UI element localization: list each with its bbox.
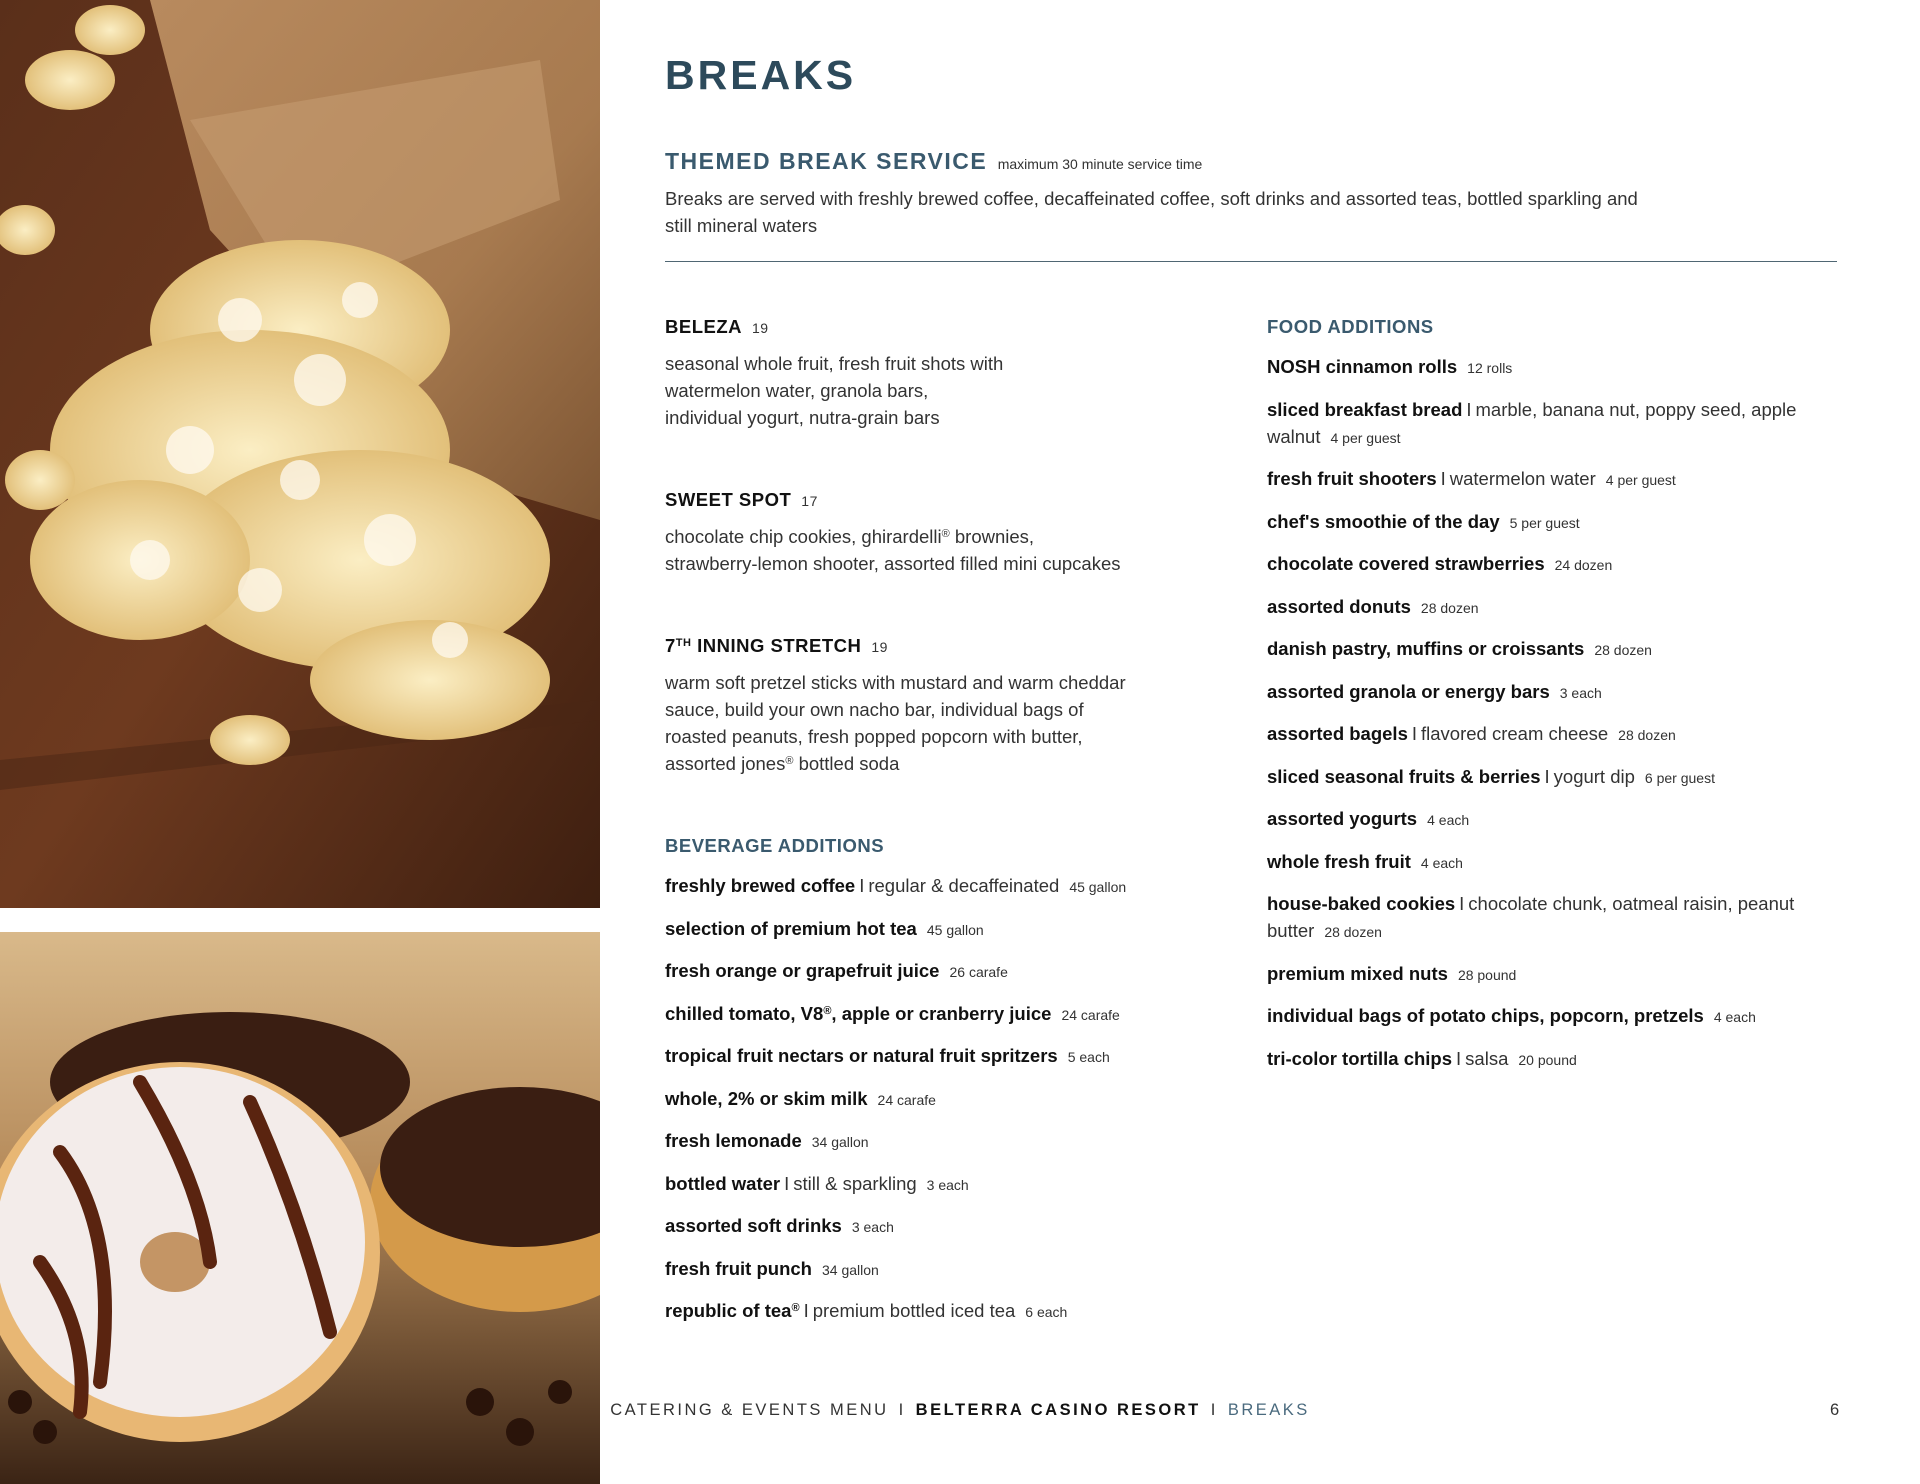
item-detail: chocolate chunk, oatmeal raisin, peanut butter [1267,893,1795,941]
package-description [665,350,1225,431]
item-name: assorted donuts [1267,595,1411,617]
item-detail: yogurt dip [1553,765,1635,787]
page-title: BREAKS [665,52,857,98]
menu-item [665,872,1225,901]
break-package [665,489,1225,577]
item-price: 28 dozen [1420,599,1479,616]
item-separator: I [1466,398,1472,420]
menu-item [1267,890,1847,946]
item-price: 4 per guest [1330,429,1401,446]
item-price: 4 each [1427,812,1470,828]
item-price: 3 each [926,1176,969,1193]
break-packages [665,316,1225,777]
package-name-superscript: TH [675,637,692,649]
item-separator: I [1456,1047,1462,1069]
menu-item [1267,848,1847,877]
menu-item [1267,593,1847,622]
footer-section: BREAKS [1227,1401,1310,1419]
item-name: fresh lemonade [665,1130,802,1151]
item-name: republic of tea® [665,1300,800,1321]
package-description-line: strawberry-lemon shooter, assorted filled mini cupcakes [665,553,1121,574]
package-price: 17 [801,493,818,509]
item-name: bottled water [665,1172,781,1194]
item-detail: still & sparkling [793,1172,917,1194]
themed-break-section [665,148,1837,239]
item-name: sliced breakfast bread [1267,398,1463,420]
package-description-line: individual yogurt, nutra-grain bars [665,407,940,428]
item-price: 24 carafe [877,1091,936,1108]
item-price: 26 carafe [949,964,1008,980]
item-price: 28 dozen [1324,924,1382,940]
item-price: 34 gallon [811,1134,869,1150]
item-name: premium mixed nuts [1267,962,1448,984]
menu-item [665,1000,1225,1029]
item-price: 6 per guest [1644,769,1715,786]
menu-item [1267,508,1847,537]
item-separator: I [803,1300,809,1321]
themed-break-description: Breaks are served with freshly brewed coffee, decaffeinated coffee, soft drinks and assorted teas, bottled sparkling and still mineral waters [665,188,1638,236]
beverage-additions-title: BEVERAGE ADDITIONS [665,835,885,856]
registered-mark: ® [941,528,950,540]
footer-divider: I [898,1401,906,1419]
package-heading [665,489,1225,511]
menu-item [665,1255,1225,1284]
registered-mark: ® [823,1004,832,1017]
package-description-line: warm soft pretzel sticks with mustard and warm cheddar [665,672,1126,693]
footer-menu-name: CATERING & EVENTS MENU [610,1401,889,1419]
footer-brand: BELTERRA CASINO RESORT [915,1401,1201,1419]
item-price: 28 dozen [1618,727,1676,743]
package-description-line: sauce, build your own nacho bar, individual bags of [665,699,1084,720]
item-price: 28 dozen [1594,642,1652,658]
break-package [665,316,1225,431]
registered-mark: ® [791,1302,800,1314]
item-price: 4 per guest [1605,472,1676,488]
menu-item [1267,720,1847,749]
footer-divider: I [1210,1401,1218,1419]
item-price: 6 each [1025,1304,1068,1320]
item-detail: salsa [1465,1047,1509,1069]
item-name: fresh fruit shooters [1267,468,1437,489]
item-separator: I [1544,765,1550,787]
package-description-line: roasted peanuts, fresh popped popcorn with butter, [665,726,1083,747]
menu-item [665,1085,1225,1114]
item-name: selection of premium hot tea [665,917,917,939]
item-separator: I [859,875,865,896]
item-detail: regular & decaffeinated [868,875,1060,896]
item-detail: premium bottled iced tea [812,1300,1016,1321]
menu-item [1267,763,1847,792]
item-name: danish pastry, muffins or croissants [1267,638,1585,659]
package-description [665,669,1225,777]
section-divider [665,261,1837,262]
menu-item [1267,396,1847,452]
package-heading [665,316,1225,338]
item-price: 4 each [1420,854,1463,871]
beverage-list [665,872,1225,1326]
package-description-line: assorted jones® bottled soda [665,753,900,774]
package-description [665,523,1225,577]
item-price: 20 pound [1518,1051,1577,1068]
themed-break-title: THEMED BREAK SERVICE [665,148,988,174]
menu-item [1267,1002,1847,1031]
item-detail: watermelon water [1449,468,1596,489]
item-name: assorted soft drinks [665,1215,842,1236]
package-description-line: seasonal whole fruit, fresh fruit shots with [665,353,1004,374]
menu-item [665,915,1225,944]
right-column [1267,316,1847,1087]
item-price: 3 each [1559,684,1602,701]
item-price: 34 gallon [821,1261,879,1278]
item-name: whole fresh fruit [1267,850,1411,872]
item-price: 5 each [1067,1049,1110,1065]
item-price: 45 gallon [926,921,984,938]
beverage-additions [665,835,1225,1326]
menu-item [665,1170,1225,1199]
menu-item [665,1297,1225,1326]
item-price: 3 each [851,1219,894,1235]
item-name: chocolate covered strawberries [1267,553,1545,574]
menu-item [1267,353,1847,382]
item-name: whole, 2% or skim milk [665,1087,868,1109]
break-package [665,635,1225,777]
food-additions-title: FOOD ADDITIONS [1267,316,1434,337]
left-column [665,316,1225,1340]
item-name: chef's smoothie of the day [1267,510,1500,532]
page-footer [0,1401,1920,1420]
item-name: individual bags of potato chips, popcorn, pretzels [1267,1005,1704,1026]
package-heading [665,635,1225,657]
package-name: INNING STRETCH [697,635,862,656]
item-separator: I [1411,723,1418,744]
package-name: SWEET SPOT [665,489,792,510]
item-detail: marble, banana nut, poppy seed, apple walnut [1267,398,1797,447]
item-price: 24 dozen [1554,557,1613,573]
package-name-prefix: 7 [665,635,676,656]
item-name: NOSH cinnamon rolls [1267,356,1458,377]
food-list [1267,353,1847,1074]
menu-item [1267,960,1847,989]
menu-item [1267,550,1847,579]
item-price: 12 rolls [1467,360,1513,376]
item-price: 5 per guest [1509,514,1580,531]
menu-item [1267,678,1847,707]
item-name: tri-color tortilla chips [1267,1047,1453,1069]
item-price: 45 gallon [1069,879,1127,895]
item-name: assorted yogurts [1267,808,1418,829]
item-name: tropical fruit nectars or natural fruit spritzers [665,1045,1058,1066]
item-name: assorted bagels [1267,723,1408,744]
item-detail: flavored cream cheese [1421,723,1609,744]
item-name: fresh orange or grapefruit juice [665,960,940,981]
item-name: freshly brewed coffee [665,875,856,896]
item-price: 28 pound [1457,966,1517,983]
popcorn-photo [0,0,600,908]
menu-item [665,1042,1225,1071]
package-price: 19 [871,639,888,655]
package-description-line: chocolate chip cookies, ghirardelli® brownies, [665,526,1035,547]
item-separator: I [784,1172,790,1194]
item-name: assorted granola or energy bars [1267,680,1550,702]
menu-item [1267,465,1847,494]
menu-item [665,957,1225,986]
service-time-note: maximum 30 minute service time [997,156,1203,172]
package-price: 19 [752,320,769,336]
menu-item [1267,1045,1847,1074]
menu-item [1267,635,1847,664]
package-description-line: watermelon water, granola bars, [665,380,929,401]
package-name: BELEZA [665,316,742,337]
registered-mark: ® [785,755,794,767]
item-name: fresh fruit punch [665,1257,812,1279]
page-number: 6 [1830,1401,1840,1419]
menu-item [665,1212,1225,1241]
item-name: sliced seasonal fruits & berries [1267,765,1541,787]
item-price: 24 carafe [1061,1006,1120,1023]
menu-item [665,1127,1225,1156]
item-name: house-baked cookies [1267,893,1456,914]
item-separator: I [1440,468,1446,489]
item-price: 4 each [1713,1009,1756,1025]
item-name: chilled tomato, V8®, apple or cranberry juice [665,1002,1052,1024]
menu-item [1267,805,1847,834]
item-separator: I [1459,893,1465,914]
